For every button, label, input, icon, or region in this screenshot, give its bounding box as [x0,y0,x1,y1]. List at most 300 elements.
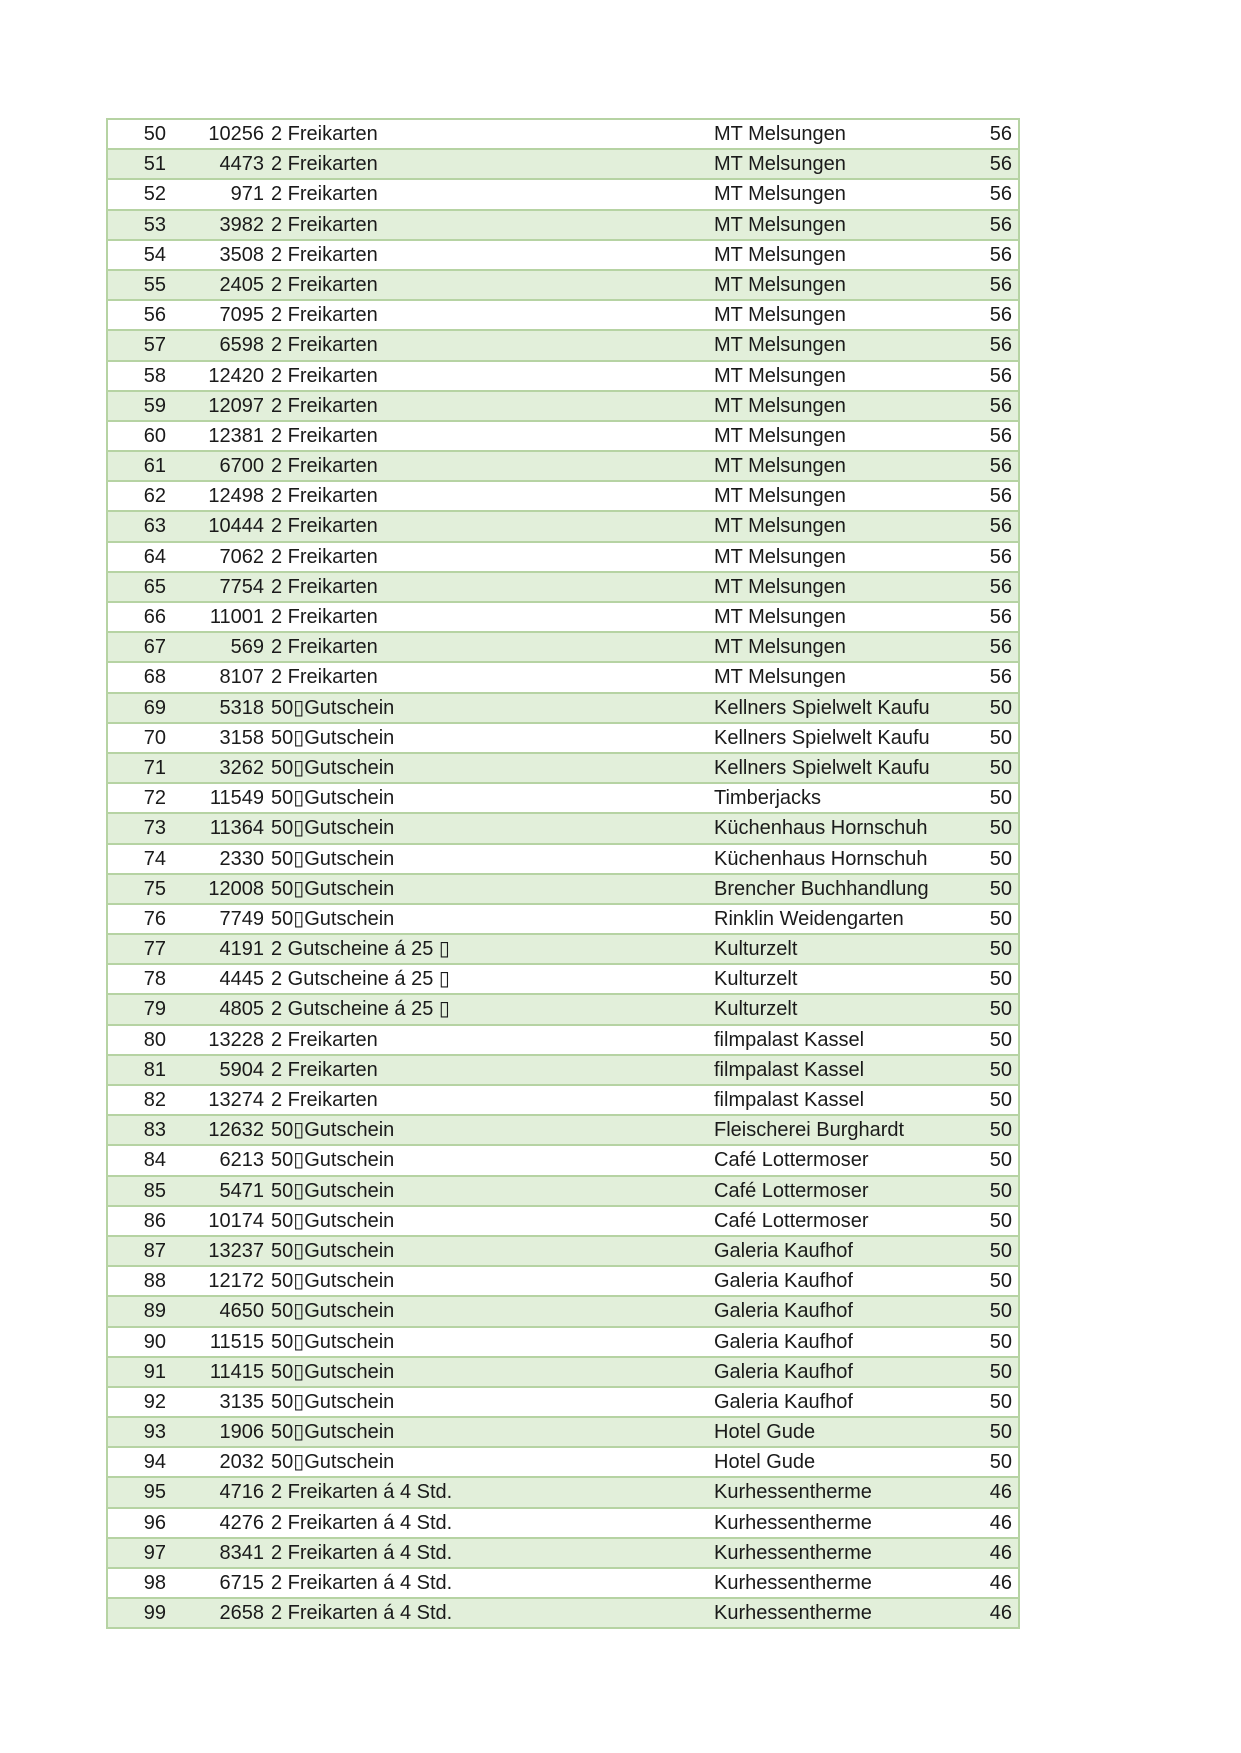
prize-cell: 2 Freikarten [271,666,378,689]
rank-cell: 84 [143,1149,166,1172]
donor-cell: Timberjacks [714,787,822,810]
donor-cell: MT Melsungen [714,424,846,447]
prize-cell: 50▯Gutschein [271,1209,395,1232]
rank-cell: 74 [143,847,166,870]
ticket-number-cell: 13237 [208,1239,264,1262]
rank-cell: 98 [143,1572,166,1594]
rank-cell: 95 [143,1481,166,1504]
table-row [108,1086,1018,1116]
donor-cell: filmpalast Kassel [714,1028,865,1051]
rank-cell: 67 [143,636,166,659]
ticket-number-cell: 6715 [219,1572,264,1594]
rank-cell: 89 [143,1300,166,1323]
table-row [108,1388,1018,1418]
prize-cell: 2 Freikarten á 4 Std. [271,1602,453,1625]
rank-cell: 99 [143,1602,166,1625]
value-cell: 50 [989,817,1012,840]
ticket-number-cell: 10444 [208,515,264,538]
ticket-number-cell: 11001 [209,606,264,628]
rank-cell: 70 [143,726,166,749]
ticket-number-cell: 7749 [219,907,264,930]
prize-cell: 2 Freikarten [271,1089,378,1111]
value-cell: 56 [989,153,1012,176]
ticket-number-cell: 1906 [219,1421,264,1444]
ticket-number-cell: 12498 [208,485,264,508]
table-row [108,211,1018,241]
prize-cell: 50▯Gutschein [271,907,395,930]
ticket-number-cell: 10174 [208,1209,264,1232]
table-row [108,573,1018,603]
donor-cell: Galeria Kaufhof [714,1300,853,1323]
ticket-number-cell: 7095 [219,304,264,327]
ticket-number-cell: 6700 [219,455,264,478]
prize-cell: 2 Freikarten [271,273,378,296]
donor-cell: MT Melsungen [714,153,846,176]
value-cell: 46 [989,1481,1012,1504]
value-cell: 56 [989,243,1012,266]
donor-cell: MT Melsungen [714,183,846,206]
value-cell: 50 [989,726,1012,749]
value-cell: 50 [989,1179,1012,1202]
prize-cell: 50▯Gutschein [271,1270,395,1293]
ticket-number-cell: 569 [230,636,264,659]
table-row [108,694,1018,724]
value-cell: 50 [989,1300,1012,1323]
prize-cell: 2 Freikarten [271,394,378,417]
value-cell: 56 [989,334,1012,357]
rank-cell: 85 [143,1179,166,1202]
prize-cell: 2 Freikarten [271,545,378,568]
prize-cell: 2 Freikarten [271,213,378,236]
donor-cell: MT Melsungen [714,636,846,659]
donor-cell: MT Melsungen [714,575,846,598]
ticket-number-cell: 11415 [209,1360,264,1383]
value-cell: 56 [989,515,1012,538]
donor-cell: MT Melsungen [714,123,846,145]
rank-cell: 83 [143,1119,166,1142]
table-row [108,845,1018,875]
ticket-number-cell: 12008 [208,877,264,900]
rank-cell: 87 [143,1239,166,1262]
prize-cell: 2 Freikarten [271,1028,378,1051]
ticket-number-cell: 3158 [219,726,264,749]
value-cell: 50 [989,756,1012,779]
table-row [108,663,1018,693]
table-row [108,1509,1018,1539]
rank-cell: 94 [143,1451,166,1474]
prize-cell: 2 Freikarten [271,606,378,628]
prize-cell: 2 Freikarten [271,455,378,478]
table-row [108,1418,1018,1448]
value-cell: 50 [989,1239,1012,1262]
donor-cell: Brencher Buchhandlung [714,877,929,900]
donor-cell: Café Lottermoser [714,1149,869,1172]
prize-cell: 2 Freikarten [271,1058,378,1081]
donor-cell: MT Melsungen [714,243,846,266]
value-cell: 50 [989,938,1012,961]
value-cell: 50 [989,1270,1012,1293]
prize-cell: 2 Freikarten [271,575,378,598]
rank-cell: 88 [143,1270,166,1293]
rank-cell: 50 [143,123,166,145]
ticket-number-cell: 13228 [208,1028,264,1051]
table-row [108,1599,1018,1629]
donor-cell: Galeria Kaufhof [714,1330,853,1353]
rank-cell: 63 [143,515,166,538]
prize-cell: 50▯Gutschein [271,1451,395,1474]
donor-cell: MT Melsungen [714,213,846,236]
prize-cell: 50▯Gutschein [271,696,395,719]
rank-cell: 72 [143,787,166,810]
rank-cell: 66 [143,606,166,628]
value-cell: 56 [989,364,1012,387]
table-row [108,1026,1018,1056]
value-cell: 46 [989,1602,1012,1625]
ticket-number-cell: 971 [230,183,264,206]
value-cell: 50 [989,1119,1012,1142]
table-row [108,180,1018,210]
rank-cell: 81 [143,1058,166,1081]
ticket-number-cell: 2032 [219,1451,264,1474]
rank-cell: 80 [143,1028,166,1051]
value-cell: 56 [989,636,1012,659]
ticket-number-cell: 3262 [219,756,264,779]
value-cell: 56 [989,213,1012,236]
donor-cell: Kurhessentherme [714,1481,872,1504]
prize-cell: 50▯Gutschein [271,1239,395,1262]
rank-cell: 90 [143,1330,166,1353]
donor-cell: Rinklin Weidengarten [714,907,904,930]
value-cell: 46 [989,1572,1012,1594]
rank-cell: 53 [143,213,166,236]
ticket-number-cell: 12381 [208,424,264,447]
rank-cell: 77 [143,938,166,961]
table-row [108,754,1018,784]
donor-cell: MT Melsungen [714,545,846,568]
ticket-number-cell: 5471 [219,1179,264,1202]
ticket-number-cell: 5318 [219,696,264,719]
ticket-number-cell: 4805 [219,998,264,1021]
prize-cell: 2 Freikarten [271,485,378,508]
prize-cell: 50▯Gutschein [271,817,395,840]
value-cell: 56 [989,273,1012,296]
table-row [108,814,1018,844]
value-cell: 56 [989,424,1012,447]
table-row [108,271,1018,301]
value-cell: 46 [989,1511,1012,1534]
donor-cell: Kellners Spielwelt Kaufu [714,696,930,719]
rank-cell: 61 [143,455,166,478]
ticket-number-cell: 12632 [208,1119,264,1142]
prize-cell: 2 Freikarten [271,153,378,176]
prize-cell: 50▯Gutschein [271,756,395,779]
table-row [108,422,1018,452]
donor-cell: MT Melsungen [714,364,846,387]
ticket-number-cell: 11515 [209,1330,264,1353]
table-row [108,1267,1018,1297]
rank-cell: 55 [143,273,166,296]
prize-cell: 50▯Gutschein [271,877,395,900]
ticket-number-cell: 4276 [219,1511,264,1534]
ticket-number-cell: 10256 [208,123,264,145]
table-row [108,1297,1018,1327]
donor-cell: MT Melsungen [714,304,846,327]
table-row [108,1478,1018,1508]
donor-cell: Kurhessentherme [714,1602,872,1625]
table-row [108,543,1018,573]
ticket-number-cell: 13274 [208,1089,264,1111]
table-row [108,1056,1018,1086]
prize-cell: 50▯Gutschein [271,1330,395,1353]
value-cell: 50 [989,1028,1012,1051]
rank-cell: 96 [143,1511,166,1534]
value-cell: 50 [989,877,1012,900]
rank-cell: 64 [143,545,166,568]
donor-cell: Galeria Kaufhof [714,1360,853,1383]
table-row [108,241,1018,271]
prize-cell: 50▯Gutschein [271,847,395,870]
rank-cell: 76 [143,907,166,930]
donor-cell: MT Melsungen [714,606,846,628]
table-row [108,120,1018,150]
prize-cell: 50▯Gutschein [271,726,395,749]
ticket-number-cell: 8341 [219,1541,264,1564]
donor-cell: Kurhessentherme [714,1541,872,1564]
table-row [108,784,1018,814]
donor-cell: MT Melsungen [714,273,846,296]
table-row [108,1146,1018,1176]
donor-cell: Galeria Kaufhof [714,1270,853,1293]
ticket-number-cell: 12097 [208,394,264,417]
donor-cell: Kulturzelt [714,938,798,961]
value-cell: 56 [989,485,1012,508]
ticket-number-cell: 8107 [219,666,264,689]
table-row [108,1116,1018,1146]
rank-cell: 57 [143,334,166,357]
value-cell: 50 [989,1421,1012,1444]
donor-cell: Kurhessentherme [714,1572,872,1594]
prize-cell: 2 Gutscheine á 25 ▯ [271,998,450,1021]
table-row [108,875,1018,905]
table-row [108,512,1018,542]
ticket-number-cell: 4191 [219,938,264,961]
table-row [108,905,1018,935]
prize-cell: 2 Freikarten [271,636,378,659]
donor-cell: Kulturzelt [714,968,798,991]
ticket-number-cell: 11364 [209,817,264,840]
prize-cell: 2 Freikarten á 4 Std. [271,1572,453,1594]
table-row [108,603,1018,633]
prize-cell: 2 Freikarten á 4 Std. [271,1511,453,1534]
prize-cell: 50▯Gutschein [271,1300,395,1323]
ticket-number-cell: 4650 [219,1300,264,1323]
prize-cell: 2 Freikarten [271,424,378,447]
ticket-number-cell: 6213 [219,1149,264,1172]
value-cell: 56 [989,455,1012,478]
rank-cell: 52 [143,183,166,206]
donor-cell: Küchenhaus Hornschuh [714,817,928,840]
table-row [108,362,1018,392]
rank-cell: 60 [143,424,166,447]
table-row [108,965,1018,995]
rank-cell: 58 [143,364,166,387]
ticket-number-cell: 5904 [219,1058,264,1081]
value-cell: 56 [989,123,1012,145]
ticket-number-cell: 7062 [219,545,264,568]
value-cell: 50 [989,847,1012,870]
prize-cell: 2 Gutscheine á 25 ▯ [271,938,450,961]
rank-cell: 54 [143,243,166,266]
table-row [108,1358,1018,1388]
prize-cell: 50▯Gutschein [271,787,395,810]
donor-cell: MT Melsungen [714,455,846,478]
donor-cell: Kurhessentherme [714,1511,872,1534]
ticket-number-cell: 7754 [219,575,264,598]
value-cell: 50 [989,1360,1012,1383]
donor-cell: Kellners Spielwelt Kaufu [714,726,930,749]
prize-cell: 2 Freikarten [271,304,378,327]
donor-cell: Hotel Gude [714,1451,816,1474]
table-row [108,392,1018,422]
prize-cell: 2 Freikarten á 4 Std. [271,1481,453,1504]
table-row [108,1237,1018,1267]
value-cell: 50 [989,1390,1012,1413]
ticket-number-cell: 11549 [209,787,264,810]
donor-cell: Kellners Spielwelt Kaufu [714,756,930,779]
value-cell: 50 [989,787,1012,810]
prize-cell: 2 Freikarten [271,515,378,538]
value-cell: 56 [989,183,1012,206]
value-cell: 50 [989,998,1012,1021]
rank-cell: 59 [143,394,166,417]
ticket-number-cell: 4716 [219,1481,264,1504]
rank-cell: 65 [143,575,166,598]
ticket-number-cell: 2330 [219,847,264,870]
value-cell: 56 [989,394,1012,417]
donor-cell: MT Melsungen [714,666,846,689]
ticket-number-cell: 4473 [219,153,264,176]
prize-cell: 2 Freikarten á 4 Std. [271,1541,453,1564]
table-row [108,452,1018,482]
donor-cell: MT Melsungen [714,394,846,417]
prize-cell: 50▯Gutschein [271,1179,395,1202]
rank-cell: 78 [143,968,166,991]
prize-cell: 50▯Gutschein [271,1360,395,1383]
ticket-number-cell: 3508 [219,243,264,266]
donor-cell: Fleischerei Burghardt [714,1119,905,1142]
value-cell: 50 [989,1058,1012,1081]
prize-cell: 2 Freikarten [271,334,378,357]
value-cell: 46 [989,1541,1012,1564]
table-row [108,1207,1018,1237]
ticket-number-cell: 4445 [219,968,264,991]
table-row [108,1569,1018,1599]
value-cell: 50 [989,968,1012,991]
prize-cell: 2 Gutscheine á 25 ▯ [271,968,450,991]
ticket-number-cell: 3135 [219,1390,264,1413]
donor-cell: Hotel Gude [714,1421,816,1444]
rank-cell: 93 [143,1421,166,1444]
table-row [108,995,1018,1025]
donor-cell: Küchenhaus Hornschuh [714,847,928,870]
prize-cell: 50▯Gutschein [271,1149,395,1172]
value-cell: 56 [989,545,1012,568]
table-row [108,331,1018,361]
value-cell: 50 [989,907,1012,930]
donor-cell: Café Lottermoser [714,1209,869,1232]
rank-cell: 62 [143,485,166,508]
rank-cell: 82 [143,1089,166,1111]
donor-cell: filmpalast Kassel [714,1089,865,1111]
prize-cell: 50▯Gutschein [271,1421,395,1444]
value-cell: 50 [989,696,1012,719]
rank-cell: 69 [143,696,166,719]
table-row [108,724,1018,754]
value-cell: 50 [989,1209,1012,1232]
table-row [108,1448,1018,1478]
value-cell: 56 [989,575,1012,598]
ticket-number-cell: 2405 [219,273,264,296]
donor-cell: Galeria Kaufhof [714,1390,853,1413]
rank-cell: 97 [143,1541,166,1564]
ticket-number-cell: 12420 [208,364,264,387]
rank-cell: 73 [143,817,166,840]
ticket-number-cell: 2658 [219,1602,264,1625]
table-row [108,1328,1018,1358]
donor-cell: filmpalast Kassel [714,1058,865,1081]
prize-cell: 2 Freikarten [271,243,378,266]
value-cell: 50 [989,1089,1012,1111]
table-row [108,935,1018,965]
rank-cell: 91 [143,1360,166,1383]
prize-cell: 2 Freikarten [271,123,378,145]
value-cell: 50 [989,1149,1012,1172]
table-row [108,301,1018,331]
prize-cell: 2 Freikarten [271,183,378,206]
table-row [108,1539,1018,1569]
table-row [108,482,1018,512]
value-cell: 50 [989,1330,1012,1353]
ticket-number-cell: 12172 [208,1270,264,1293]
donor-cell: MT Melsungen [714,485,846,508]
donor-cell: MT Melsungen [714,515,846,538]
value-cell: 56 [989,304,1012,327]
donor-cell: MT Melsungen [714,334,846,357]
rank-cell: 92 [143,1390,166,1413]
table-row [108,1177,1018,1207]
value-cell: 56 [989,666,1012,689]
prize-cell: 50▯Gutschein [271,1390,395,1413]
table-row [108,633,1018,663]
prize-cell: 50▯Gutschein [271,1119,395,1142]
rank-cell: 79 [143,998,166,1021]
donor-cell: Kulturzelt [714,998,798,1021]
donor-cell: Galeria Kaufhof [714,1239,853,1262]
rank-cell: 56 [143,304,166,327]
value-cell: 56 [989,606,1012,628]
rank-cell: 86 [143,1209,166,1232]
rank-cell: 51 [143,153,166,176]
rank-cell: 68 [143,666,166,689]
ticket-number-cell: 3982 [219,213,264,236]
rank-cell: 75 [143,877,166,900]
rank-cell: 71 [143,756,166,779]
prize-table [106,118,1020,1629]
ticket-number-cell: 6598 [219,334,264,357]
table-row [108,150,1018,180]
prize-cell: 2 Freikarten [271,364,378,387]
value-cell: 50 [989,1451,1012,1474]
